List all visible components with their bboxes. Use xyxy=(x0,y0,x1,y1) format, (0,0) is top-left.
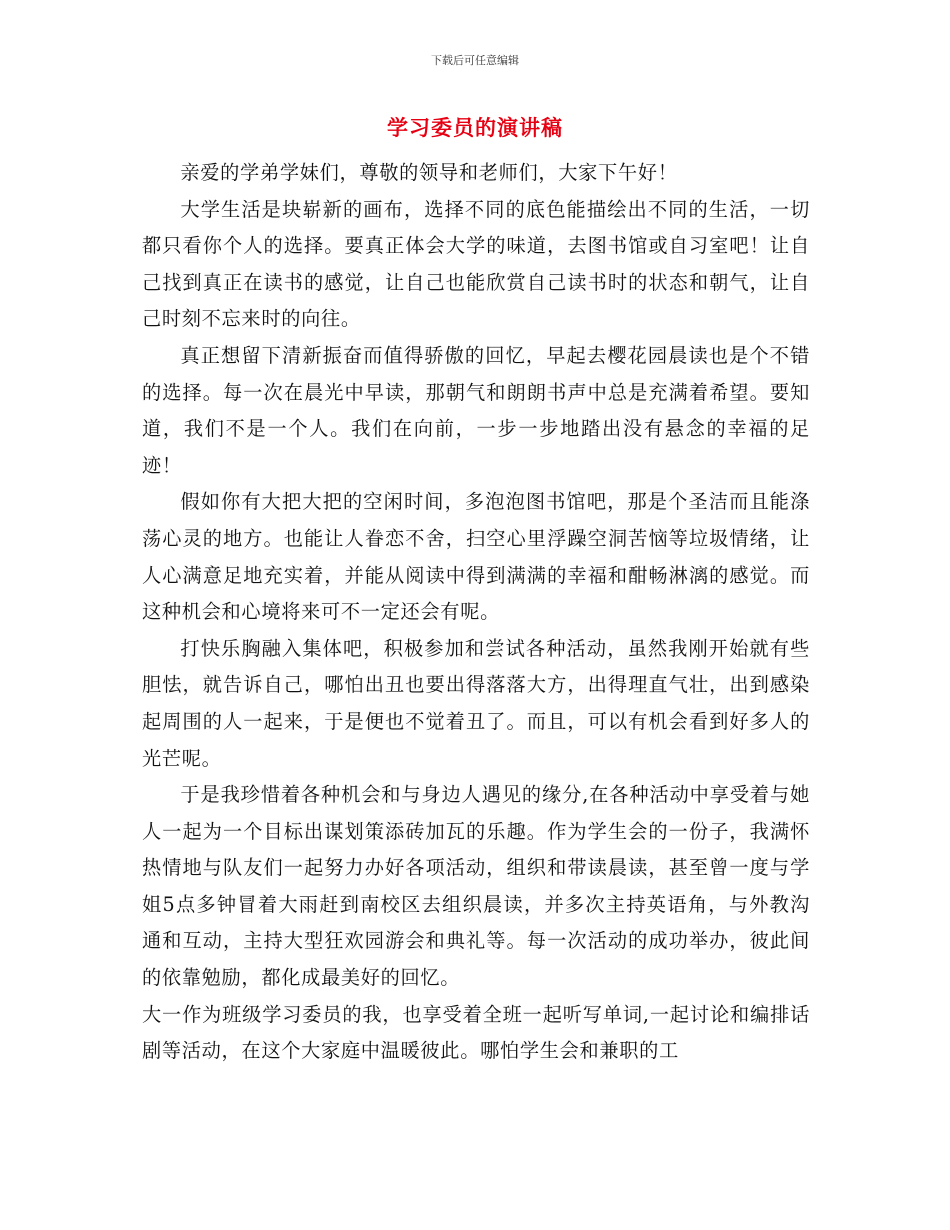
paragraph-collective: 打快乐胸融入集体吧，积极参加和尝试各种活动，虽然我刚开始就有些胆怯，就告诉自己，哪怕出丑也要出得落落大方，出得理直气壮，出到感染起周围的人一起来，于是便也不觉着丑了。而且，可以有机会看到好多人的光芒呢。 xyxy=(142,636,810,770)
paragraph-greeting: 亲爱的学弟学妹们，尊敬的领导和老师们，大家下午好！ xyxy=(180,161,678,184)
paragraph-library: 假如你有大把大把的空闲时间，多泡泡图书馆吧，那是个圣洁而且能涤荡心灵的地方。也能让人眷恋不舍，扫空心里浮躁空洞苦恼等垃圾情绪，让人心满意足地充实着，并能从阅读中得到满满的幸福和酣畅淋漓的感觉。而这种机会和心境将来可不一定还会有呢。 xyxy=(142,490,810,624)
header-note: 下载后可任意编辑 xyxy=(431,54,519,67)
paragraph-activities: 于是我珍惜着各种机会和与身边人遇见的缘分,在各种活动中享受着与她人一起为一个目标出谋划策添砖加瓦的乐趣。作为学生会的一份子，我满怀热情地与队友们一起努力办好各项活动，组织和带读晨读，甚至曾一度与学姐5点多钟冒着大雨赶到南校区去组织晨读，并多次主持英语角，与外教沟通和互动，主持大型狂欢园游会和典礼等。每一次活动的成功举办，彼此间的依靠勉励，都化成最美好的回忆。 xyxy=(142,783,810,990)
document-body xyxy=(142,155,810,1070)
paragraph-study-committee: 大一作为班级学习委员的我，也享受着全班一起听写单词,一起讨论和编排话剧等活动，在这个大家庭中温暖彼此。哪怕学生会和兼职的工 xyxy=(142,1002,810,1063)
document-title: 学习委员的演讲稿 xyxy=(387,115,563,140)
paragraph-canvas: 大学生活是块崭新的画布，选择不同的底色能描绘出不同的生活，一切都只看你个人的选择。要真正体会大学的味道，去图书馆或自习室吧！让自己找到真正在读书的感觉，让自己也能欣赏自己读书时的状态和朝气，让自己时刻不忘来时的向往。 xyxy=(142,197,810,331)
paragraph-morning-reading: 真正想留下清新振奋而值得骄傲的回忆，早起去樱花园晨读也是个不错的选择。每一次在晨光中早读，那朝气和朗朗书声中总是充满着希望。要知道，我们不是一个人。我们在向前，一步一步地踏出没有悬念的幸福的足迹！ xyxy=(142,343,810,477)
